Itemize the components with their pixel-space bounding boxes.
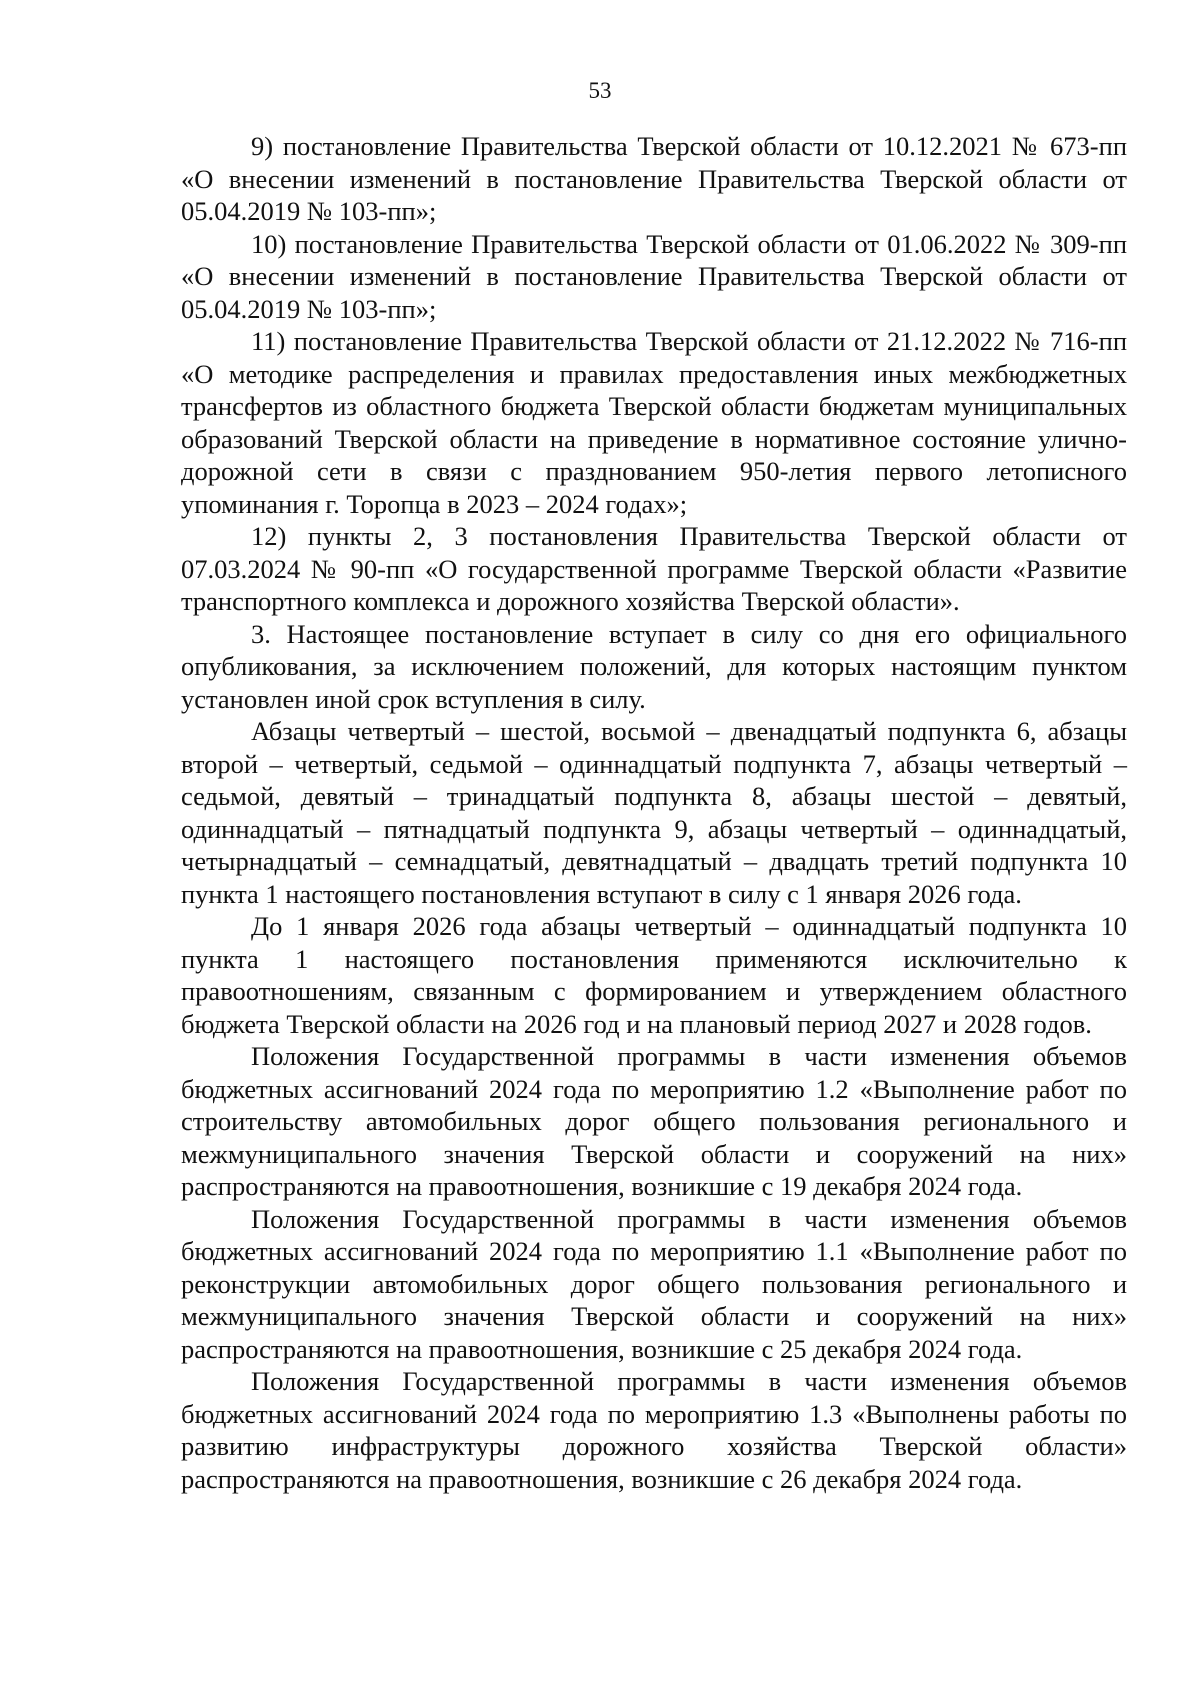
page-number: 53 bbox=[588, 78, 612, 103]
document-body bbox=[181, 130, 1127, 1495]
paragraph-item-12: 12) пункты 2, 3 постановления Правительства Тверской области от 07.03.2024 № 90-пп «О государственной программе Тверской области «Развитие транспортного комплекса и дорожного хозяйства Тверской области». bbox=[181, 521, 1127, 616]
paragraph-measure-1-2: Положения Государственной программы в части изменения объемов бюджетных ассигнований 2024 года по мероприятию 1.2 «Выполнение работ по строительству автомобильных дорог общего пользования регионального и межмуниципального значения Тверской области и сооружений на них» распространяются на правоотношения, возникшие с 19 декабря 2024 года. bbox=[181, 1041, 1127, 1201]
paragraph-item-11: 11) постановление Правительства Тверской области от 21.12.2022 № 716-пп «О методике распределения и правилах предоставления иных межбюджетных трансфертов из областного бюджета Тверской области бюджетам муниципальных образований Тверской области на приведение в нормативное состояние улично-дорожной сети в связи с празднованием 950-летия первого летописного упоминания г. Торопца в 2023 – 2024 годах»; bbox=[181, 326, 1127, 519]
paragraph-item-9: 9) постановление Правительства Тверской области от 10.12.2021 № 673-пп «О внесении изменений в постановление Правительства Тверской области от 05.04.2019 № 103-пп»; bbox=[181, 131, 1127, 226]
paragraph-item-10: 10) постановление Правительства Тверской области от 01.06.2022 № 309-пп «О внесении изменений в постановление Правительства Тверской области от 05.04.2019 № 103-пп»; bbox=[181, 228, 1127, 324]
paragraph-clause-3: 3. Настоящее постановление вступает в силу со дня его официального опубликования, за исключением положений, для которых настоящим пунктом установлен иной срок вступления в силу. bbox=[181, 618, 1127, 714]
paragraph-effective-2026: Абзацы четвертый – шестой, восьмой – двенадцатый подпункта 6, абзацы второй – четвертый, седьмой – одиннадцатый подпункта 7, абзацы четвертый – седьмой, девятый – тринадцатый подпункта 8, абзацы шестой – девятый, одиннадцатый – пятнадцатый подпункта 9, абзацы четвертый – одиннадцатый, четырнадцатый – семнадцатый, девятнадцатый – двадцать третий подпункта 10 пункта 1 настоящего постановления вступают в силу с 1 января 2026 года. bbox=[181, 716, 1127, 909]
paragraph-before-2026: До 1 января 2026 года абзацы четвертый – одиннадцатый подпункта 10 пункта 1 настоящего постановления применяются исключительно к правоотношениям, связанным с формированием и утверждением областного бюджета Тверской области на 2026 год и на плановый период 2027 и 2028 годов. bbox=[181, 911, 1127, 1039]
paragraph-measure-1-3: Положения Государственной программы в части изменения объемов бюджетных ассигнований 2024 года по мероприятию 1.3 «Выполнены работы по развитию инфраструктуры дорожного хозяйства Тверской области» распространяются на правоотношения, возникшие с 26 декабря 2024 года. bbox=[181, 1366, 1127, 1494]
paragraph-measure-1-1: Положения Государственной программы в части изменения объемов бюджетных ассигнований 2024 года по мероприятию 1.1 «Выполнение работ по реконструкции автомобильных дорог общего пользования регионального и межмуниципального значения Тверской области и сооружений на них» распространяются на правоотношения, возникшие с 25 декабря 2024 года. bbox=[181, 1203, 1127, 1364]
